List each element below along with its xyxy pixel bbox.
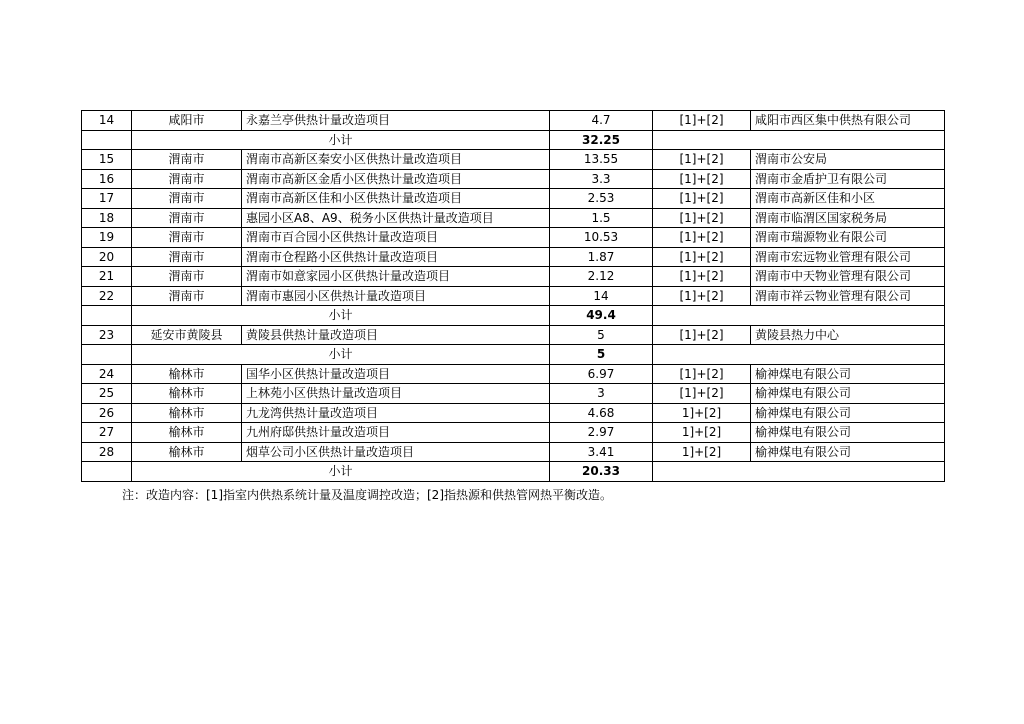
city-cell: 渭南市: [132, 267, 242, 287]
project-name-cell: 渭南市如意家园小区供热计量改造项目: [242, 267, 550, 287]
table-row: [82, 247, 945, 267]
city-cell: 渭南市: [132, 150, 242, 170]
row-number: 22: [82, 286, 132, 306]
organization-cell: 咸阳市西区集中供热有限公司: [751, 111, 945, 131]
row-number: 25: [82, 384, 132, 404]
organization-cell: 渭南市瑞源物业有限公司: [751, 228, 945, 248]
table-row: [82, 228, 945, 248]
row-number: 21: [82, 267, 132, 287]
empty-cell: [653, 130, 945, 150]
content-ref-cell: [1]+[2]: [653, 364, 751, 384]
content-ref-cell: [1]+[2]: [653, 247, 751, 267]
city-cell: 榆林市: [132, 364, 242, 384]
subtotal-label: 小计: [132, 345, 550, 365]
value-cell: 4.68: [550, 403, 653, 423]
table-row: [82, 169, 945, 189]
city-cell: 榆林市: [132, 423, 242, 443]
organization-cell: 榆神煤电有限公司: [751, 384, 945, 404]
row-number: 18: [82, 208, 132, 228]
city-cell: 渭南市: [132, 189, 242, 209]
value-cell: 2.53: [550, 189, 653, 209]
project-name-cell: 永嘉兰亭供热计量改造项目: [242, 111, 550, 131]
subtotal-label: 小计: [132, 130, 550, 150]
project-name-cell: 渭南市百合园小区供热计量改造项目: [242, 228, 550, 248]
subtotal-value: 20.33: [550, 462, 653, 482]
content-ref-cell: [1]+[2]: [653, 169, 751, 189]
value-cell: 6.97: [550, 364, 653, 384]
empty-cell: [653, 345, 945, 365]
value-cell: 3.3: [550, 169, 653, 189]
subtotal-row: [82, 345, 945, 365]
city-cell: 渭南市: [132, 286, 242, 306]
project-name-cell: 惠园小区A8、A9、税务小区供热计量改造项目: [242, 208, 550, 228]
content-ref-cell: [1]+[2]: [653, 325, 751, 345]
heat-metering-project-table: [81, 110, 945, 482]
content-ref-cell: [1]+[2]: [653, 286, 751, 306]
project-table-container: [81, 110, 944, 482]
project-name-cell: 九龙湾供热计量改造项目: [242, 403, 550, 423]
organization-cell: 榆神煤电有限公司: [751, 442, 945, 462]
table-row: [82, 442, 945, 462]
organization-cell: 渭南市临渭区国家税务局: [751, 208, 945, 228]
content-ref-cell: [1]+[2]: [653, 208, 751, 228]
project-name-cell: 黄陵县供热计量改造项目: [242, 325, 550, 345]
organization-cell: 黄陵县热力中心: [751, 325, 945, 345]
row-number: 14: [82, 111, 132, 131]
organization-cell: 渭南市祥云物业管理有限公司: [751, 286, 945, 306]
row-number: 16: [82, 169, 132, 189]
table-row: [82, 111, 945, 131]
value-cell: 3: [550, 384, 653, 404]
value-cell: 13.55: [550, 150, 653, 170]
city-cell: 咸阳市: [132, 111, 242, 131]
row-number: 28: [82, 442, 132, 462]
content-ref-cell: [1]+[2]: [653, 384, 751, 404]
organization-cell: 渭南市高新区佳和小区: [751, 189, 945, 209]
row-number: 17: [82, 189, 132, 209]
organization-cell: 渭南市中天物业管理有限公司: [751, 267, 945, 287]
content-ref-cell: 1]+[2]: [653, 442, 751, 462]
value-cell: 4.7: [550, 111, 653, 131]
city-cell: 渭南市: [132, 169, 242, 189]
subtotal-row: [82, 130, 945, 150]
table-row: [82, 325, 945, 345]
subtotal-label: 小计: [132, 462, 550, 482]
city-cell: 榆林市: [132, 442, 242, 462]
subtotal-value: 5: [550, 345, 653, 365]
value-cell: 1.87: [550, 247, 653, 267]
value-cell: 1.5: [550, 208, 653, 228]
project-name-cell: 渭南市惠园小区供热计量改造项目: [242, 286, 550, 306]
row-number: 20: [82, 247, 132, 267]
project-name-cell: 上林苑小区供热计量改造项目: [242, 384, 550, 404]
row-number: 23: [82, 325, 132, 345]
row-number: 19: [82, 228, 132, 248]
content-ref-cell: [1]+[2]: [653, 150, 751, 170]
empty-cell: [82, 306, 132, 326]
city-cell: 渭南市: [132, 247, 242, 267]
value-cell: 2.12: [550, 267, 653, 287]
row-number: 26: [82, 403, 132, 423]
empty-cell: [82, 462, 132, 482]
project-name-cell: 渭南市高新区金盾小区供热计量改造项目: [242, 169, 550, 189]
project-name-cell: 烟草公司小区供热计量改造项目: [242, 442, 550, 462]
content-ref-cell: [1]+[2]: [653, 111, 751, 131]
table-row: [82, 403, 945, 423]
organization-cell: 榆神煤电有限公司: [751, 364, 945, 384]
subtotal-row: [82, 462, 945, 482]
content-ref-cell: 1]+[2]: [653, 423, 751, 443]
empty-cell: [82, 130, 132, 150]
city-cell: 渭南市: [132, 208, 242, 228]
table-row: [82, 189, 945, 209]
table-row: [82, 208, 945, 228]
organization-cell: 渭南市金盾护卫有限公司: [751, 169, 945, 189]
value-cell: 2.97: [550, 423, 653, 443]
subtotal-value: 32.25: [550, 130, 653, 150]
organization-cell: 渭南市宏远物业管理有限公司: [751, 247, 945, 267]
empty-cell: [653, 306, 945, 326]
city-cell: 榆林市: [132, 403, 242, 423]
organization-cell: 榆神煤电有限公司: [751, 403, 945, 423]
subtotal-row: [82, 306, 945, 326]
city-cell: 渭南市: [132, 228, 242, 248]
value-cell: 3.41: [550, 442, 653, 462]
city-cell: 延安市黄陵县: [132, 325, 242, 345]
project-name-cell: 渭南市高新区秦安小区供热计量改造项目: [242, 150, 550, 170]
row-number: 15: [82, 150, 132, 170]
table-row: [82, 364, 945, 384]
organization-cell: 榆神煤电有限公司: [751, 423, 945, 443]
project-name-cell: 渭南市仓程路小区供热计量改造项目: [242, 247, 550, 267]
value-cell: 5: [550, 325, 653, 345]
row-number: 27: [82, 423, 132, 443]
table-row: [82, 384, 945, 404]
value-cell: 14: [550, 286, 653, 306]
row-number: 24: [82, 364, 132, 384]
subtotal-value: 49.4: [550, 306, 653, 326]
table-footnote: 注：改造内容：[1]指室内供热系统计量及温度调控改造；[2]指热源和供热管网热平衡改造。: [122, 488, 612, 502]
content-ref-cell: 1]+[2]: [653, 403, 751, 423]
project-name-cell: 九州府邸供热计量改造项目: [242, 423, 550, 443]
project-name-cell: 渭南市高新区佳和小区供热计量改造项目: [242, 189, 550, 209]
city-cell: 榆林市: [132, 384, 242, 404]
table-row: [82, 150, 945, 170]
table-row: [82, 286, 945, 306]
content-ref-cell: [1]+[2]: [653, 228, 751, 248]
empty-cell: [82, 345, 132, 365]
value-cell: 10.53: [550, 228, 653, 248]
project-name-cell: 国华小区供热计量改造项目: [242, 364, 550, 384]
content-ref-cell: [1]+[2]: [653, 267, 751, 287]
organization-cell: 渭南市公安局: [751, 150, 945, 170]
table-row: [82, 423, 945, 443]
table-row: [82, 267, 945, 287]
content-ref-cell: [1]+[2]: [653, 189, 751, 209]
subtotal-label: 小计: [132, 306, 550, 326]
empty-cell: [653, 462, 945, 482]
